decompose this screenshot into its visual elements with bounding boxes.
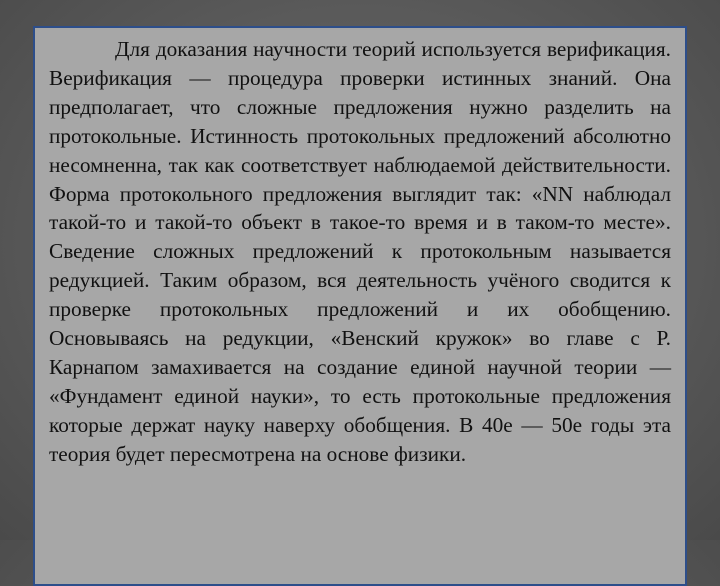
slide-paragraph: Для доказания научности теорий используется верификация. Верификация — процедура проверки истинных знаний. Она предполагает, что сложные предложения нужно разделить на протокольные. Истинность протокольных предложений абсолютно несомненна, так как соответствует наблюдаемой действительности. Форма протокольного предложения выглядит так: «NN наблюдал такой-то и такой-то объект в такое-то время и в таком-то месте». Сведение сложных предложений к протокольным называется редукцией. Таким образом, вся деятельность учёного сводится к проверке протокольных предложений и их обобщению. Основываясь на редукции, «Венский кружок» во главе с Р. Карнапом замахивается на создание единой научной теории — «Фундамент единой науки», то есть протокольные предложения которые держат науку наверху обобщения. В 40е — 50е годы эта теория будет пересмотрена на основе физики.: [49, 37, 671, 466]
slide-text-panel: [33, 26, 687, 586]
